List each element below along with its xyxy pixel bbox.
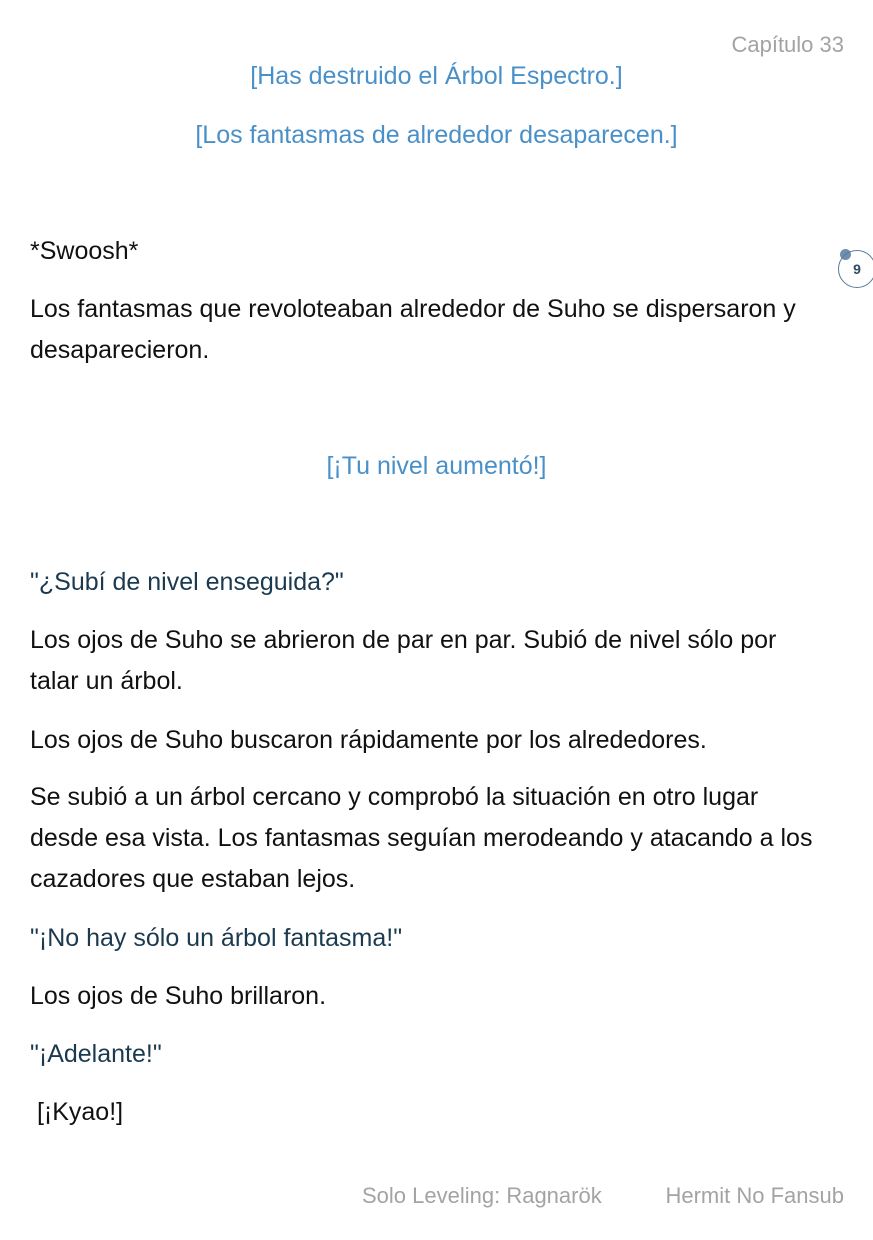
system-message: [Los fantasmas de alrededor desaparecen.] bbox=[195, 121, 678, 149]
paragraph: [¡Kyao!] bbox=[30, 1098, 124, 1126]
system-message: [Has destruido el Árbol Espectro.] bbox=[250, 62, 623, 90]
dialogue-line: "¿Subí de nivel enseguida?" bbox=[30, 568, 344, 596]
footer-title: Solo Leveling: Ragnarök bbox=[362, 1183, 602, 1208]
paragraph: Los fantasmas que revoloteaban alrededor de Suho se dispersaron y desaparecieron. bbox=[30, 295, 796, 364]
paragraph: Los ojos de Suho se abrieron de par en par. Subió de nivel sólo por talar un árbol. bbox=[30, 626, 777, 695]
dialogue-line: "¡No hay sólo un árbol fantasma!" bbox=[30, 924, 403, 952]
chapter-label: Capítulo 33 bbox=[731, 32, 844, 57]
paragraph: Los ojos de Suho brillaron. bbox=[30, 982, 327, 1010]
footer-group: Hermit No Fansub bbox=[665, 1183, 844, 1208]
page-number-badge[interactable]: 9 bbox=[838, 250, 873, 288]
paragraph: *Swoosh* bbox=[30, 237, 139, 265]
paragraph: Los ojos de Suho buscaron rápidamente por los alrededores. bbox=[30, 726, 707, 754]
dialogue-line: "¡Adelante!" bbox=[30, 1040, 162, 1068]
system-message: [¡Tu nivel aumentó!] bbox=[326, 452, 547, 480]
paragraph: Se subió a un árbol cercano y comprobó la situación en otro lugar desde esa vista. Los fantasmas seguían merodeando y atacando a los cazadores que estaban lejos. bbox=[30, 783, 813, 893]
